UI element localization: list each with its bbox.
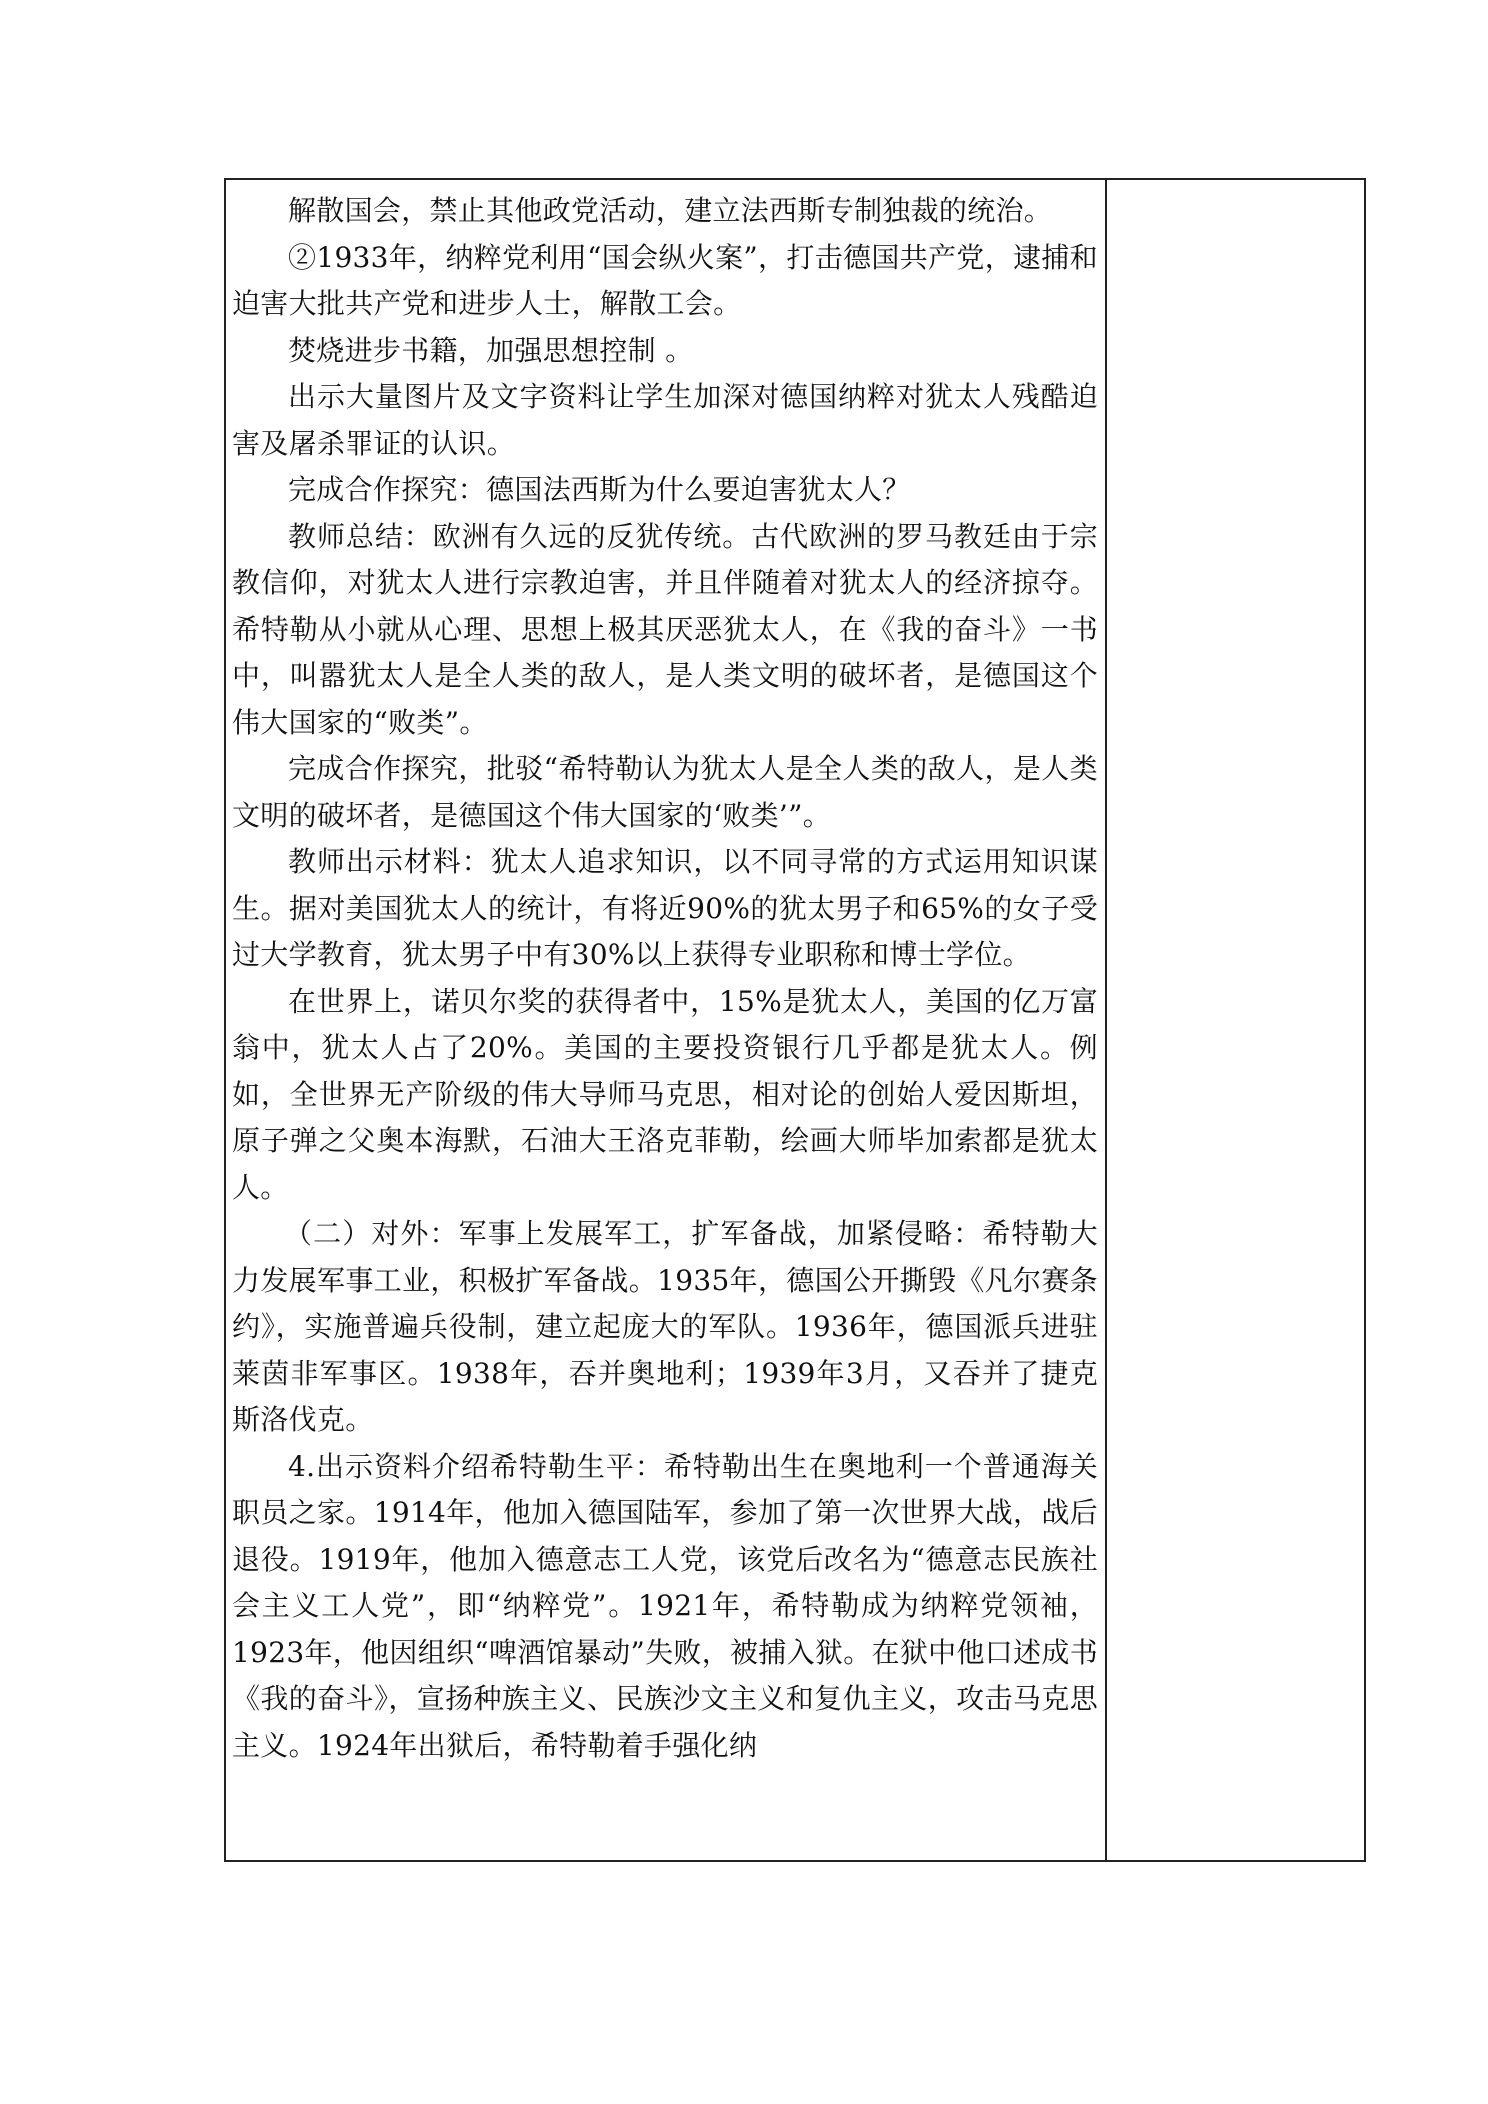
paragraph-2: ②1933年，纳粹党利用“国会纵火案”，打击德国共产党，逮捕和迫害大批共产党和进步人士，解散工会。 [232, 240, 1098, 320]
paragraph-6: 教师总结：欧洲有久远的反犹传统。古代欧洲的罗马教廷由于宗教信仰，对犹太人进行宗教迫害，并且伴随着对犹太人的经济掠夺。希特勒从小就从心理、思想上极其厌恶犹太人，在《我的奋斗》一书中，叫嚣犹太人是全人类的敌人，是人类文明的破坏者，是德国这个伟大国家的“败类”。 [232, 519, 1098, 739]
paragraph-7: 完成合作探究，批驳“希特勒认为犹太人是全人类的敌人，是人类文明的破坏者，是德国这个伟大国家的‘败类’”。 [232, 752, 1098, 832]
paragraph-5: 完成合作探究：德国法西斯为什么要迫害犹太人？ [288, 473, 911, 506]
paragraph-8: 教师出示材料：犹太人追求知识，以不同寻常的方式运用知识谋生。据对美国犹太人的统计，有将近90%的犹太男子和65%的女子受过大学教育，犹太男子中有30%以上获得专业职称和博士学位。 [232, 845, 1098, 971]
paragraph-4: 出示大量图片及文字资料让学生加深对德国纳粹对犹太人残酷迫害及屠杀罪证的认识。 [232, 380, 1098, 460]
paragraph-10: （二）对外：军事上发展军工，扩军备战，加紧侵略：希特勒大力发展军事工业，积极扩军备战。1935年，德国公开撕毁《凡尔赛条约》，实施普遍兵役制，建立起庞大的军队。1936年，德国派兵进驻莱茵非军事区。1938年，吞并奥地利；1939年3月，又吞并了捷克斯洛伐克。 [232, 1217, 1098, 1436]
paragraph-1: 解散国会，禁止其他政党活动，建立法西斯专制独裁的统治。 [288, 194, 1053, 227]
column-divider [1105, 178, 1107, 1862]
paragraph-9: 在世界上，诺贝尔奖的获得者中，15%是犹太人，美国的亿万富翁中，犹太人占了20%。美国的主要投资银行几乎都是犹太人。例如，全世界无产阶级的伟大导师马克思，相对论的创始人爱因斯坦，原子弹之父奥本海默，石油大王洛克菲勒，绘画大师毕加索都是犹太人。 [232, 984, 1098, 1204]
lesson-content-cell [232, 188, 1098, 1852]
paragraph-11: 4.出示资料介绍希特勒生平：希特勒出生在奥地利一个普通海关职员之家。1914年，他加入德国陆军，参加了第一次世界大战，战后退役。1919年，他加入德意志工人党，该党后改名为“德意志民族社会主义工人党”，即“纳粹党”。1921年，希特勒成为纳粹党领袖，1923年，他因组织“啤酒馆暴动”失败，被捕入狱。在狱中他口述成书《我的奋斗》，宣扬种族主义、民族沙文主义和复仇主义，攻击马克思主义。1924年出狱后，希特勒着手强化纳 [232, 1449, 1098, 1762]
notes-cell [1110, 188, 1360, 1852]
paragraph-3: 焚烧进步书籍，加强思想控制 。 [288, 333, 694, 367]
